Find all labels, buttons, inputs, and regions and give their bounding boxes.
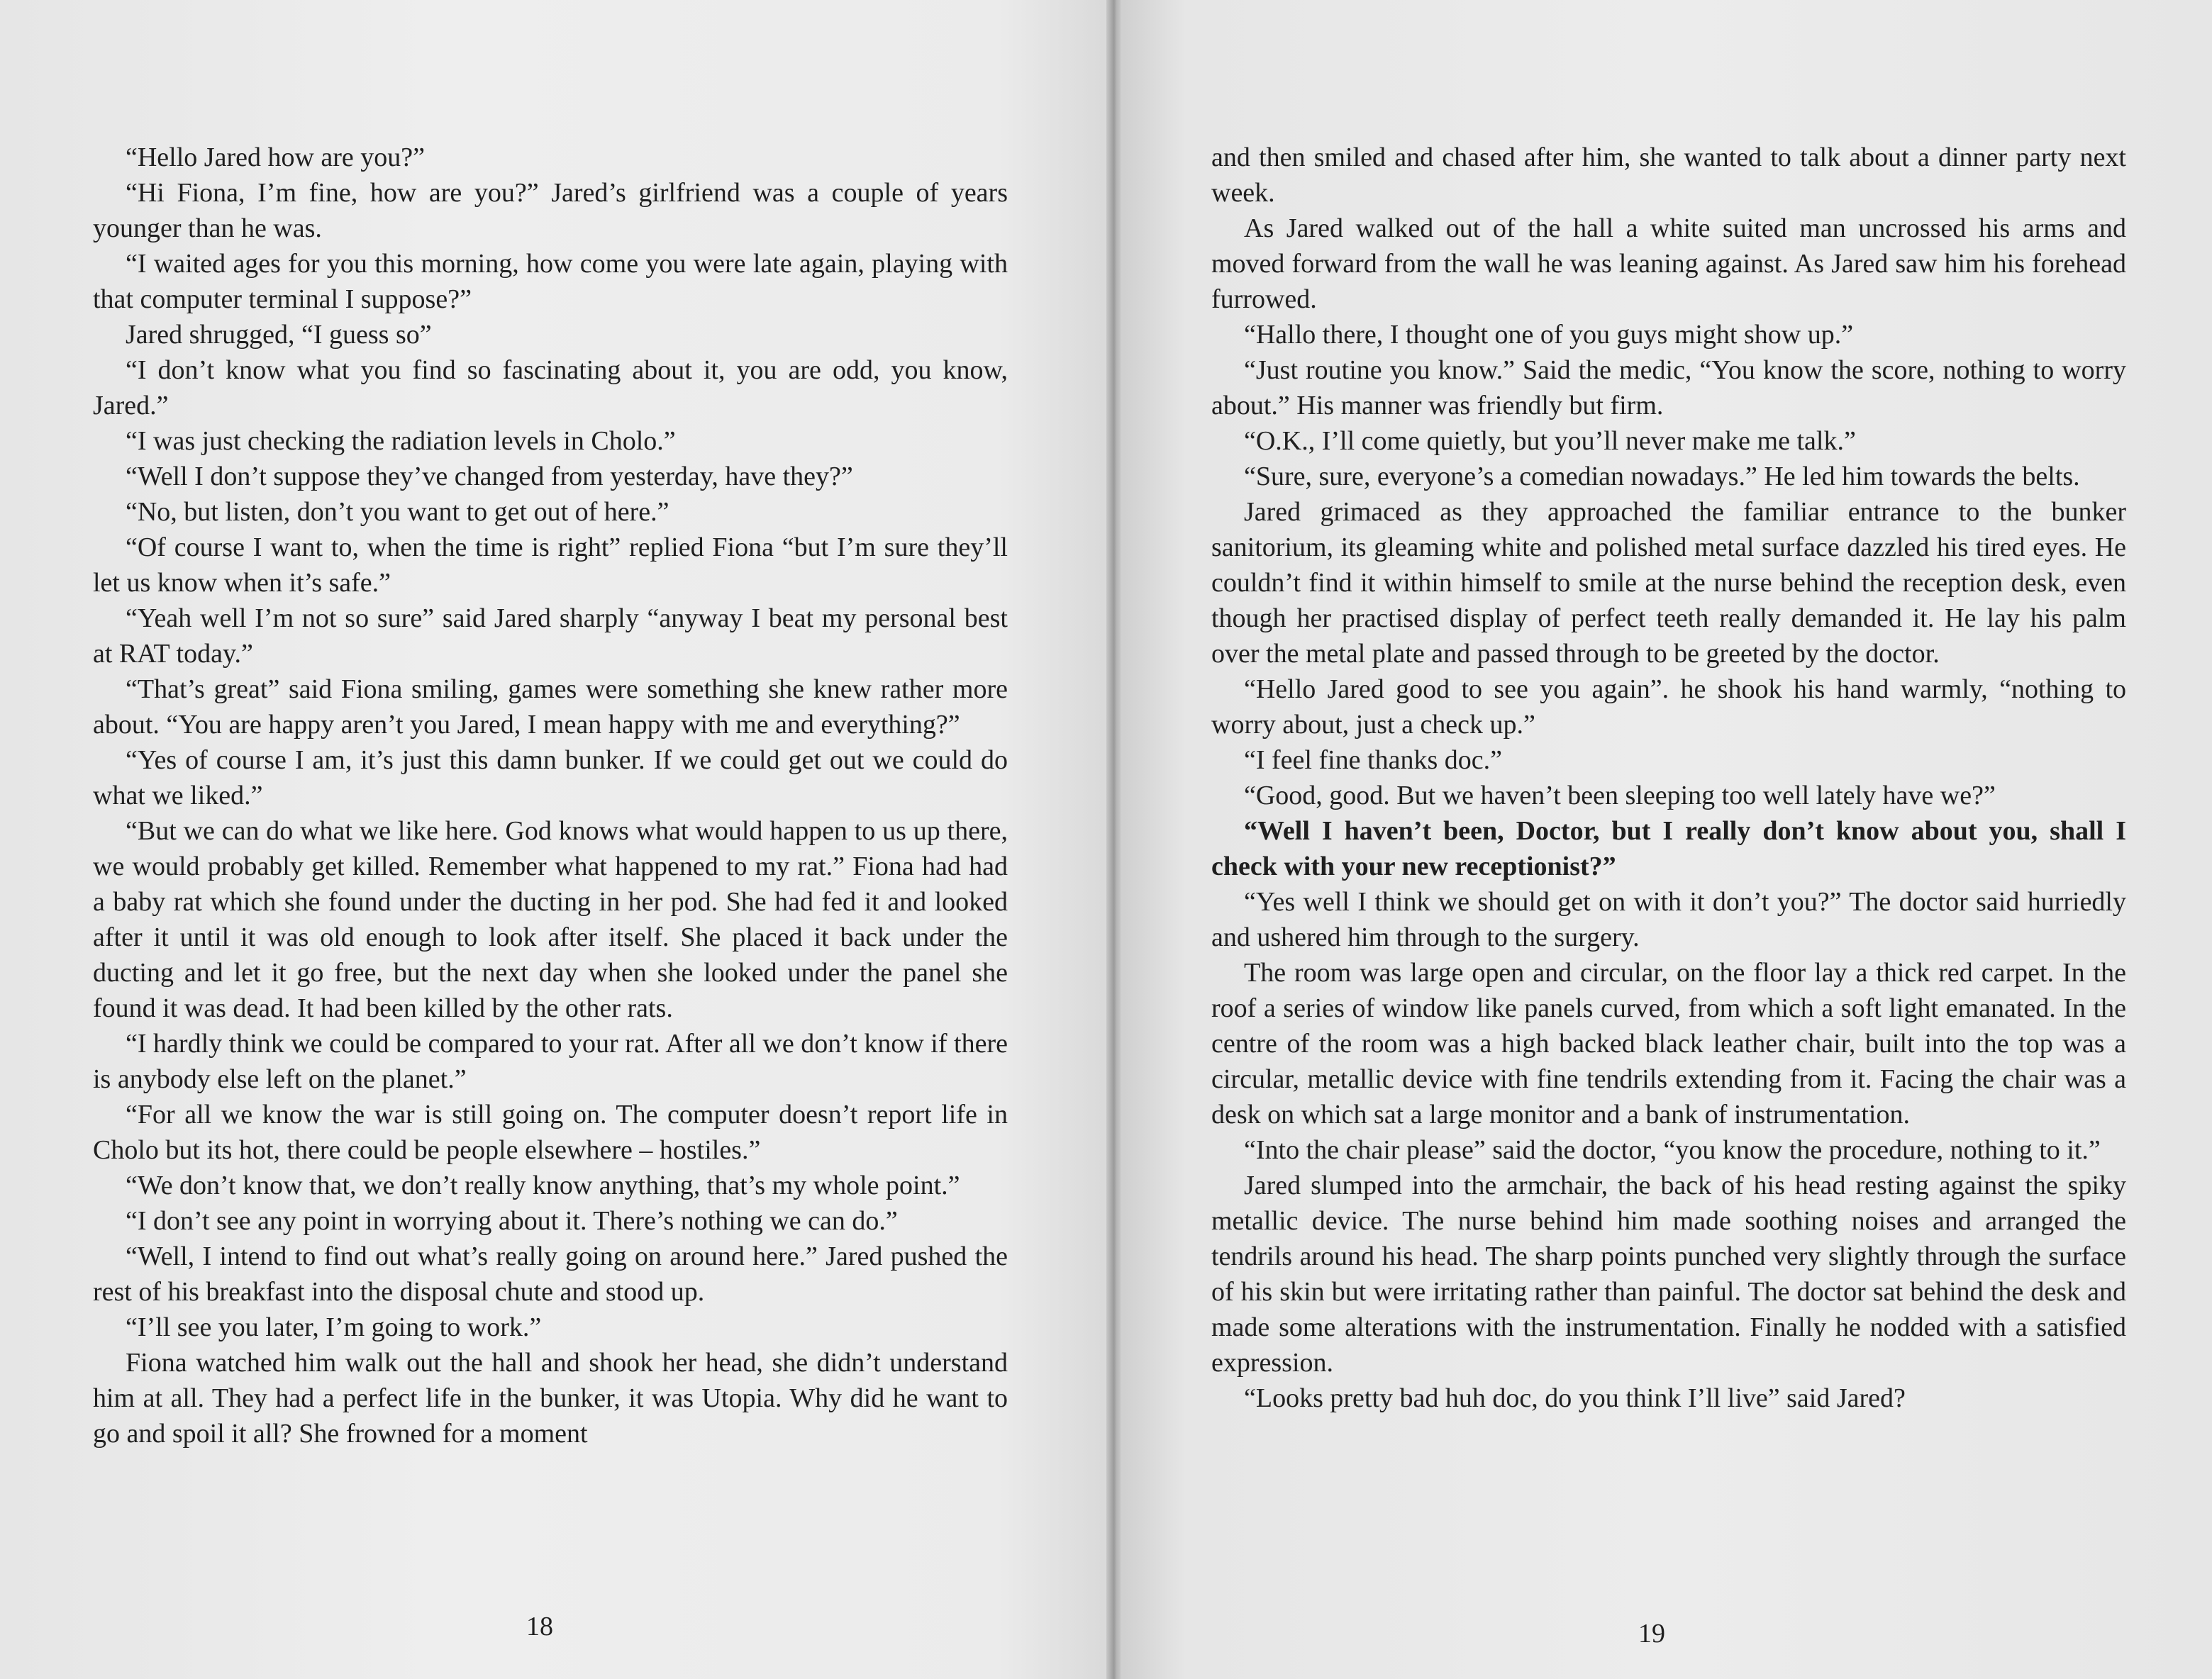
- paragraph: “Yes of course I am, it’s just this damn bunker. If we could get out we could do what we liked.”: [93, 745, 1008, 810]
- paragraph: Jared shrugged, “I guess so”: [126, 320, 432, 350]
- paragraph: “I feel fine thanks doc.”: [1244, 745, 1502, 775]
- paragraph: “Hello Jared how are you?”: [126, 143, 426, 172]
- paragraph: As Jared walked out of the hall a white suited man uncrossed his arms and moved forward from the wall he was leaning against. As Jared saw him his forehead furrowed.: [1211, 213, 2126, 314]
- page-number: 19: [1638, 1619, 1665, 1649]
- paragraph: Fiona watched him walk out the hall and shook her head, she didn’t understand him at all. They had a perfect life in the bunker, it was Utopia. Why did he want to go and spoil it all? She frowned for a moment: [93, 1348, 1008, 1449]
- paragraph: “Well, I intend to find out what’s really going on around here.” Jared pushed the rest of his breakfast into the disposal chute and stood up.: [93, 1242, 1008, 1307]
- paragraph: Jared grimaced as they approached the familiar entrance to the bunker sanitorium, its gleaming white and polished metal surface dazzled his tired eyes. He couldn’t find it within himself to smile at the nurse behind the reception desk, even though her practised display of perfect teeth really demanded it. He lay his palm over the metal plate and passed through to be greeted by the doctor.: [1211, 497, 2126, 669]
- paragraph: “Yes well I think we should get on with it don’t you?” The doctor said hurriedly and ushered him through to the surgery.: [1211, 887, 2126, 952]
- paragraph: “I hardly think we could be compared to your rat. After all we don’t know if there is anybody else left on the planet.”: [93, 1029, 1008, 1094]
- paragraph: “Hello Jared good to see you again”. he shook his hand warmly, “nothing to worry about, just a check up.”: [1211, 674, 2126, 740]
- paragraph: “Just routine you know.” Said the medic, “You know the score, nothing to worry about.” His manner was friendly but firm.: [1211, 355, 2126, 420]
- right-page-text: [1211, 140, 2126, 1416]
- paragraph: “No, but listen, don’t you want to get out of here.”: [126, 497, 669, 527]
- paragraph: “Well I don’t suppose they’ve changed from yesterday, have they?”: [126, 462, 853, 491]
- paragraph: “Of course I want to, when the time is right” replied Fiona “but I’m sure they’ll let us know when it’s safe.”: [93, 532, 1008, 598]
- paragraph: “Into the chair please” said the doctor, “you know the procedure, nothing to it.”: [1244, 1135, 2101, 1165]
- paragraph: “O.K., I’ll come quietly, but you’ll never make me talk.”: [1244, 426, 1856, 456]
- paragraph: “For all we know the war is still going on. The computer doesn’t report life in Cholo but its hot, there could be people elsewhere – hostiles.”: [93, 1100, 1008, 1165]
- paragraph-bold: “Well I haven’t been, Doctor, but I really don’t know about you, shall I check with your new receptionist?”: [1211, 816, 2126, 881]
- paragraph: “I don’t know what you find so fascinating about it, you are odd, you know, Jared.”: [93, 355, 1008, 420]
- paragraph: “I’ll see you later, I’m going to work.”: [126, 1312, 542, 1342]
- paragraph: Jared slumped into the armchair, the back of his head resting against the spiky metallic device. The nurse behind him made soothing noises and arranged the tendrils around his head. The sharp points punched very slightly through the surface of his skin but were irritating rather than painful. The doctor sat behind the desk and made some alterations with the instrumentation. Finally he nodded with a satisfied expression.: [1211, 1171, 2126, 1378]
- paragraph: “Yeah well I’m not so sure” said Jared sharply “anyway I beat my personal best at RAT today.”: [93, 603, 1008, 669]
- left-page-text: [93, 140, 1008, 1451]
- paragraph: “But we can do what we like here. God knows what would happen to us up there, we would probably get killed. Remember what happened to my rat.” Fiona had had a baby rat which she found under the ducting in her pod. She had fed it and looked after it until it was old enough to look after itself. She placed it back under the ducting and let it go free, but the next day when she looked under the panel she found it was dead. It had been killed by the other rats.: [93, 816, 1008, 1023]
- paragraph: “Hallo there, I thought one of you guys might show up.”: [1244, 320, 1854, 350]
- paragraph: “Looks pretty bad huh doc, do you think I’ll live” said Jared?: [1244, 1383, 1906, 1413]
- page-number: 18: [526, 1612, 553, 1641]
- paragraph: The room was large open and circular, on the floor lay a thick red carpet. In the roof a series of window like panels curved, from which a soft light emanated. In the centre of the room was a high backed black leather chair, built into the top was a circular, metallic device with fine tendrils extending from it. Facing the chair was a desk on which sat a large monitor and a bank of instrumentation.: [1211, 958, 2126, 1129]
- paragraph: “Sure, sure, everyone’s a comedian nowadays.” He led him towards the belts.: [1244, 462, 2080, 491]
- paragraph: “Good, good. But we haven’t been sleeping too well lately have we?”: [1244, 781, 1996, 810]
- paragraph: “Hi Fiona, I’m fine, how are you?” Jared’s girlfriend was a couple of years younger than he was.: [93, 178, 1008, 243]
- paragraph: “I waited ages for you this morning, how come you were late again, playing with that computer terminal I suppose?”: [93, 249, 1008, 314]
- paragraph: “I don’t see any point in worrying about it. There’s nothing we can do.”: [126, 1206, 898, 1236]
- paragraph: “I was just checking the radiation levels in Cholo.”: [126, 426, 676, 456]
- paragraph: “That’s great” said Fiona smiling, games were something she knew rather more about. “You are happy aren’t you Jared, I mean happy with me and everything?”: [93, 674, 1008, 740]
- paragraph: and then smiled and chased after him, she wanted to talk about a dinner party next week.: [1211, 143, 2126, 208]
- paragraph: “We don’t know that, we don’t really know anything, that’s my whole point.”: [126, 1171, 960, 1200]
